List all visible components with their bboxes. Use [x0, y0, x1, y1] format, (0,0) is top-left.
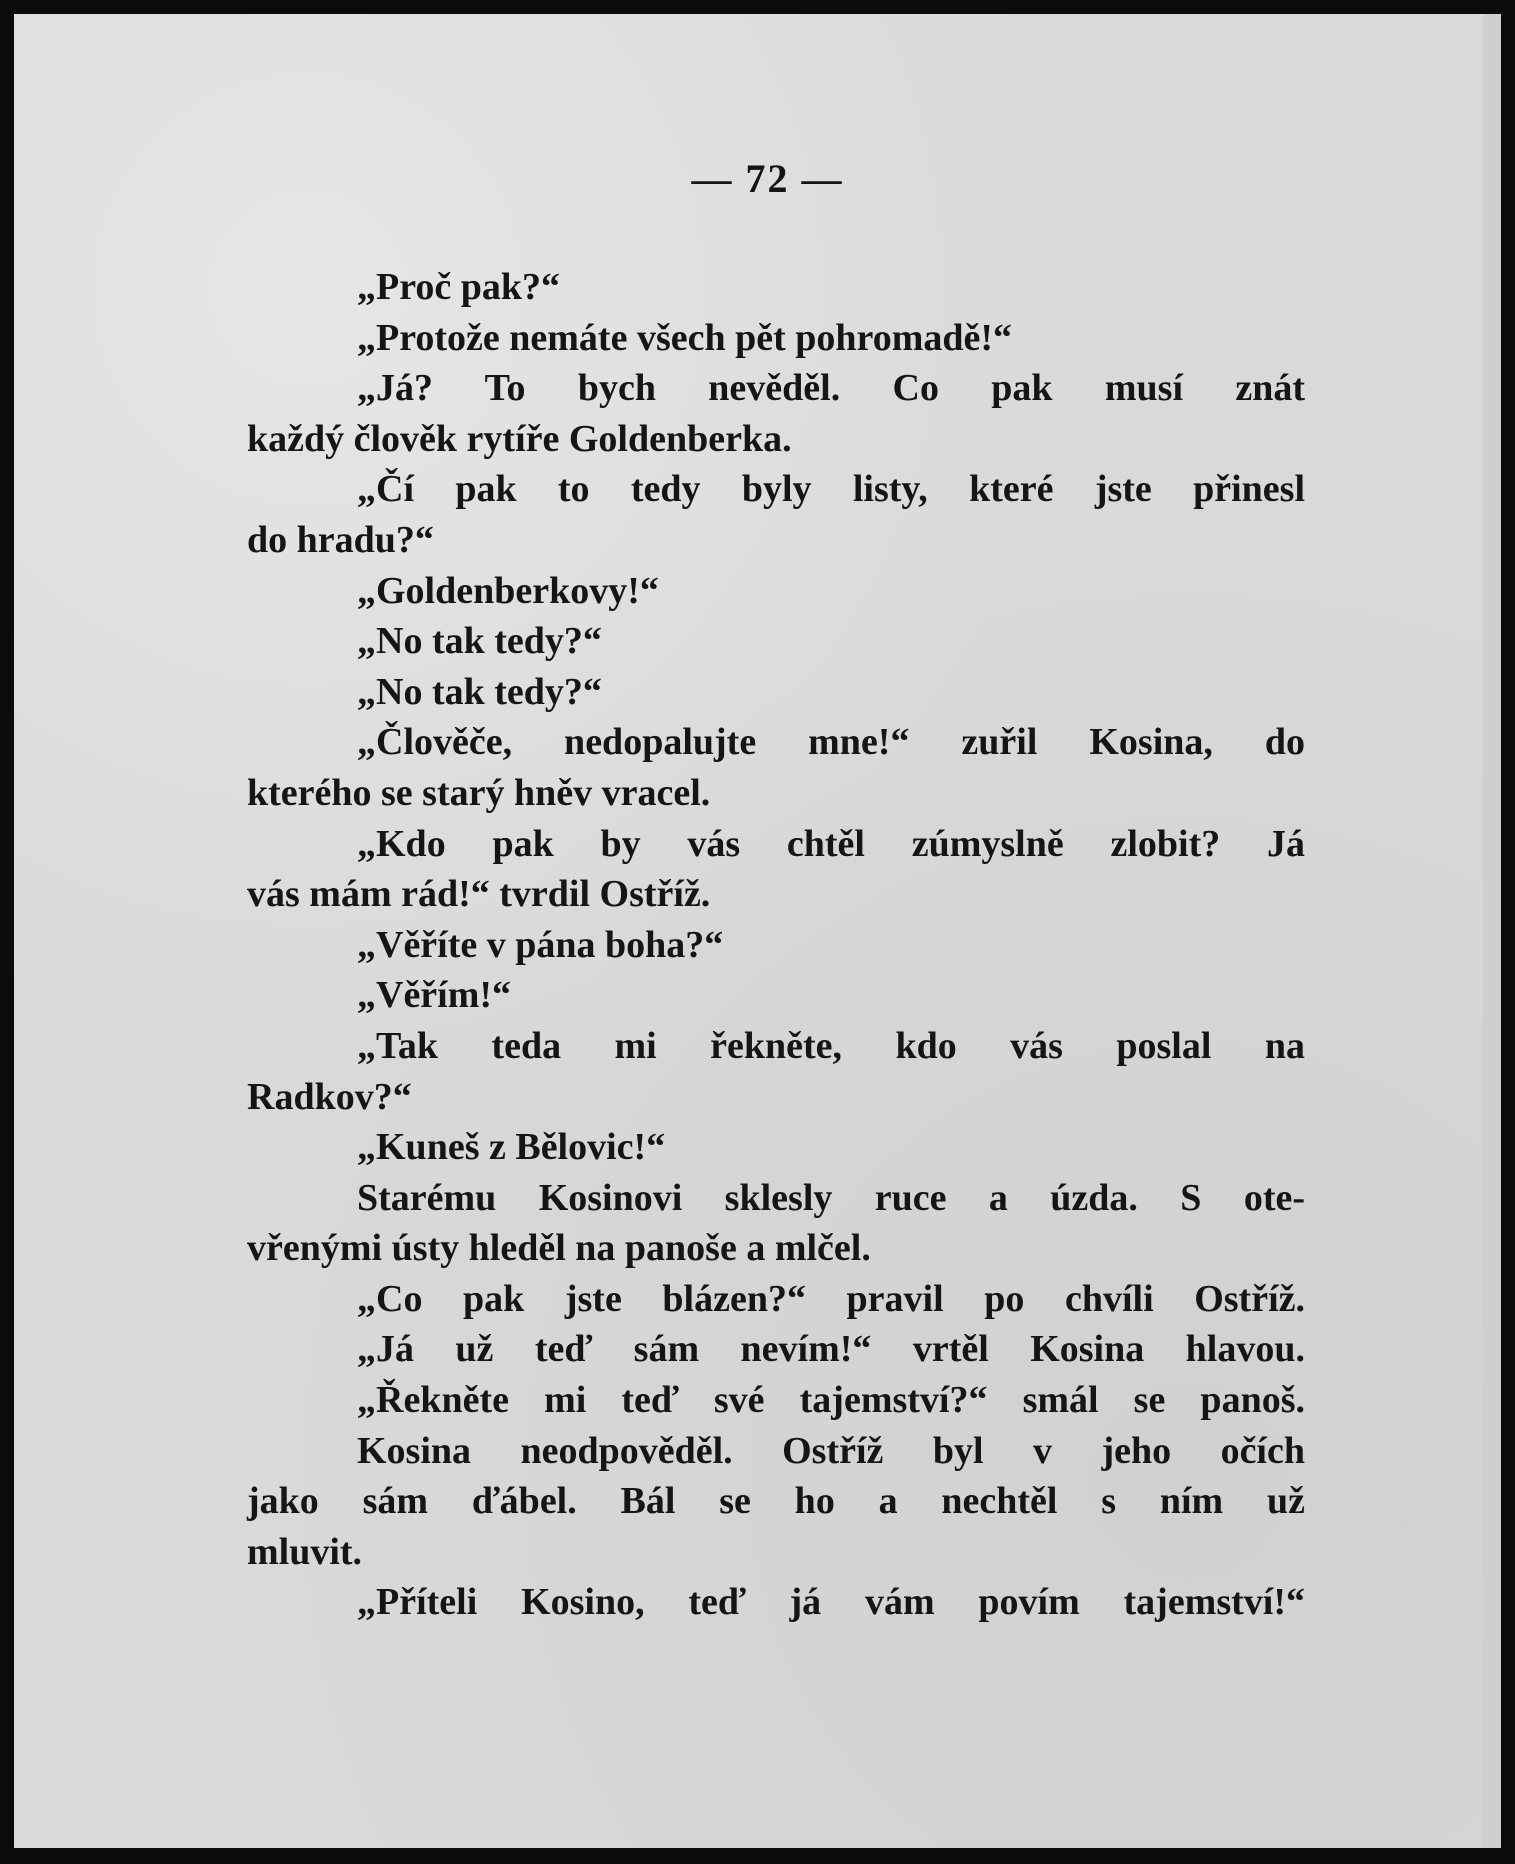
- text-line: „Čí pak to tedy byly listy, které jste přinesl: [357, 468, 1305, 511]
- text-line: mluvit.: [247, 1530, 363, 1573]
- next-page-edge: [1483, 14, 1501, 1848]
- text-line: každý člověk rytíře Goldenberka.: [247, 417, 792, 460]
- text-line: „No tak tedy?“: [357, 620, 602, 663]
- text-line: „No tak tedy?“: [357, 670, 602, 713]
- text-line: „Goldenberkovy!“: [357, 569, 659, 612]
- text-line: „Já? To bych nevěděl. Co pak musí znát: [357, 367, 1305, 410]
- text-line: „Já už teď sám nevím!“ vrtěl Kosina hlavou.: [357, 1328, 1305, 1371]
- text-line: Radkov?“: [247, 1075, 412, 1118]
- text-line: „Kdo pak by vás chtěl zúmyslně zlobit? Já: [357, 822, 1305, 865]
- text-line: „Proč pak?“: [357, 266, 561, 308]
- text-line: „Příteli Kosino, teď já vám povím tajemství!“: [357, 1581, 1305, 1624]
- text-line: „Řekněte mi teď své tajemství?“ smál se panoš.: [357, 1379, 1305, 1422]
- text-line: vás mám rád!“ tvrdil Ostříž.: [247, 873, 711, 916]
- text-line: Kosina neodpověděl. Ostříž byl v jeho očích: [357, 1429, 1305, 1472]
- text-line: „Kuneš z Bělovic!“: [357, 1126, 666, 1169]
- text-line: vřenými ústy hleděl na panoše a mlčel.: [247, 1227, 871, 1270]
- text-line: kterého se starý hněv vracel.: [247, 771, 711, 814]
- text-line: „Tak teda mi řekněte, kdo vás poslal na: [357, 1024, 1305, 1067]
- text-line: „Člověče, nedopalujte mne!“ zuřil Kosina, do: [357, 721, 1305, 764]
- text-line: „Věřím!“: [357, 974, 512, 1017]
- text-line: do hradu?“: [247, 518, 434, 561]
- text-line: jako sám ďábel. Bál se ho a nechtěl s ním už: [247, 1480, 1305, 1523]
- body-text: [247, 262, 1305, 1628]
- page-number: — 72 —: [691, 156, 844, 201]
- text-line: „Protože nemáte všech pět pohromadě!“: [357, 316, 1013, 359]
- text-line: „Věříte v pána boha?“: [357, 923, 724, 966]
- text-line: „Co pak jste blázen?“ pravil po chvíli Ostříž.: [357, 1277, 1305, 1320]
- text-line: Starému Kosinovi sklesly ruce a úzda. S ote-: [357, 1176, 1305, 1219]
